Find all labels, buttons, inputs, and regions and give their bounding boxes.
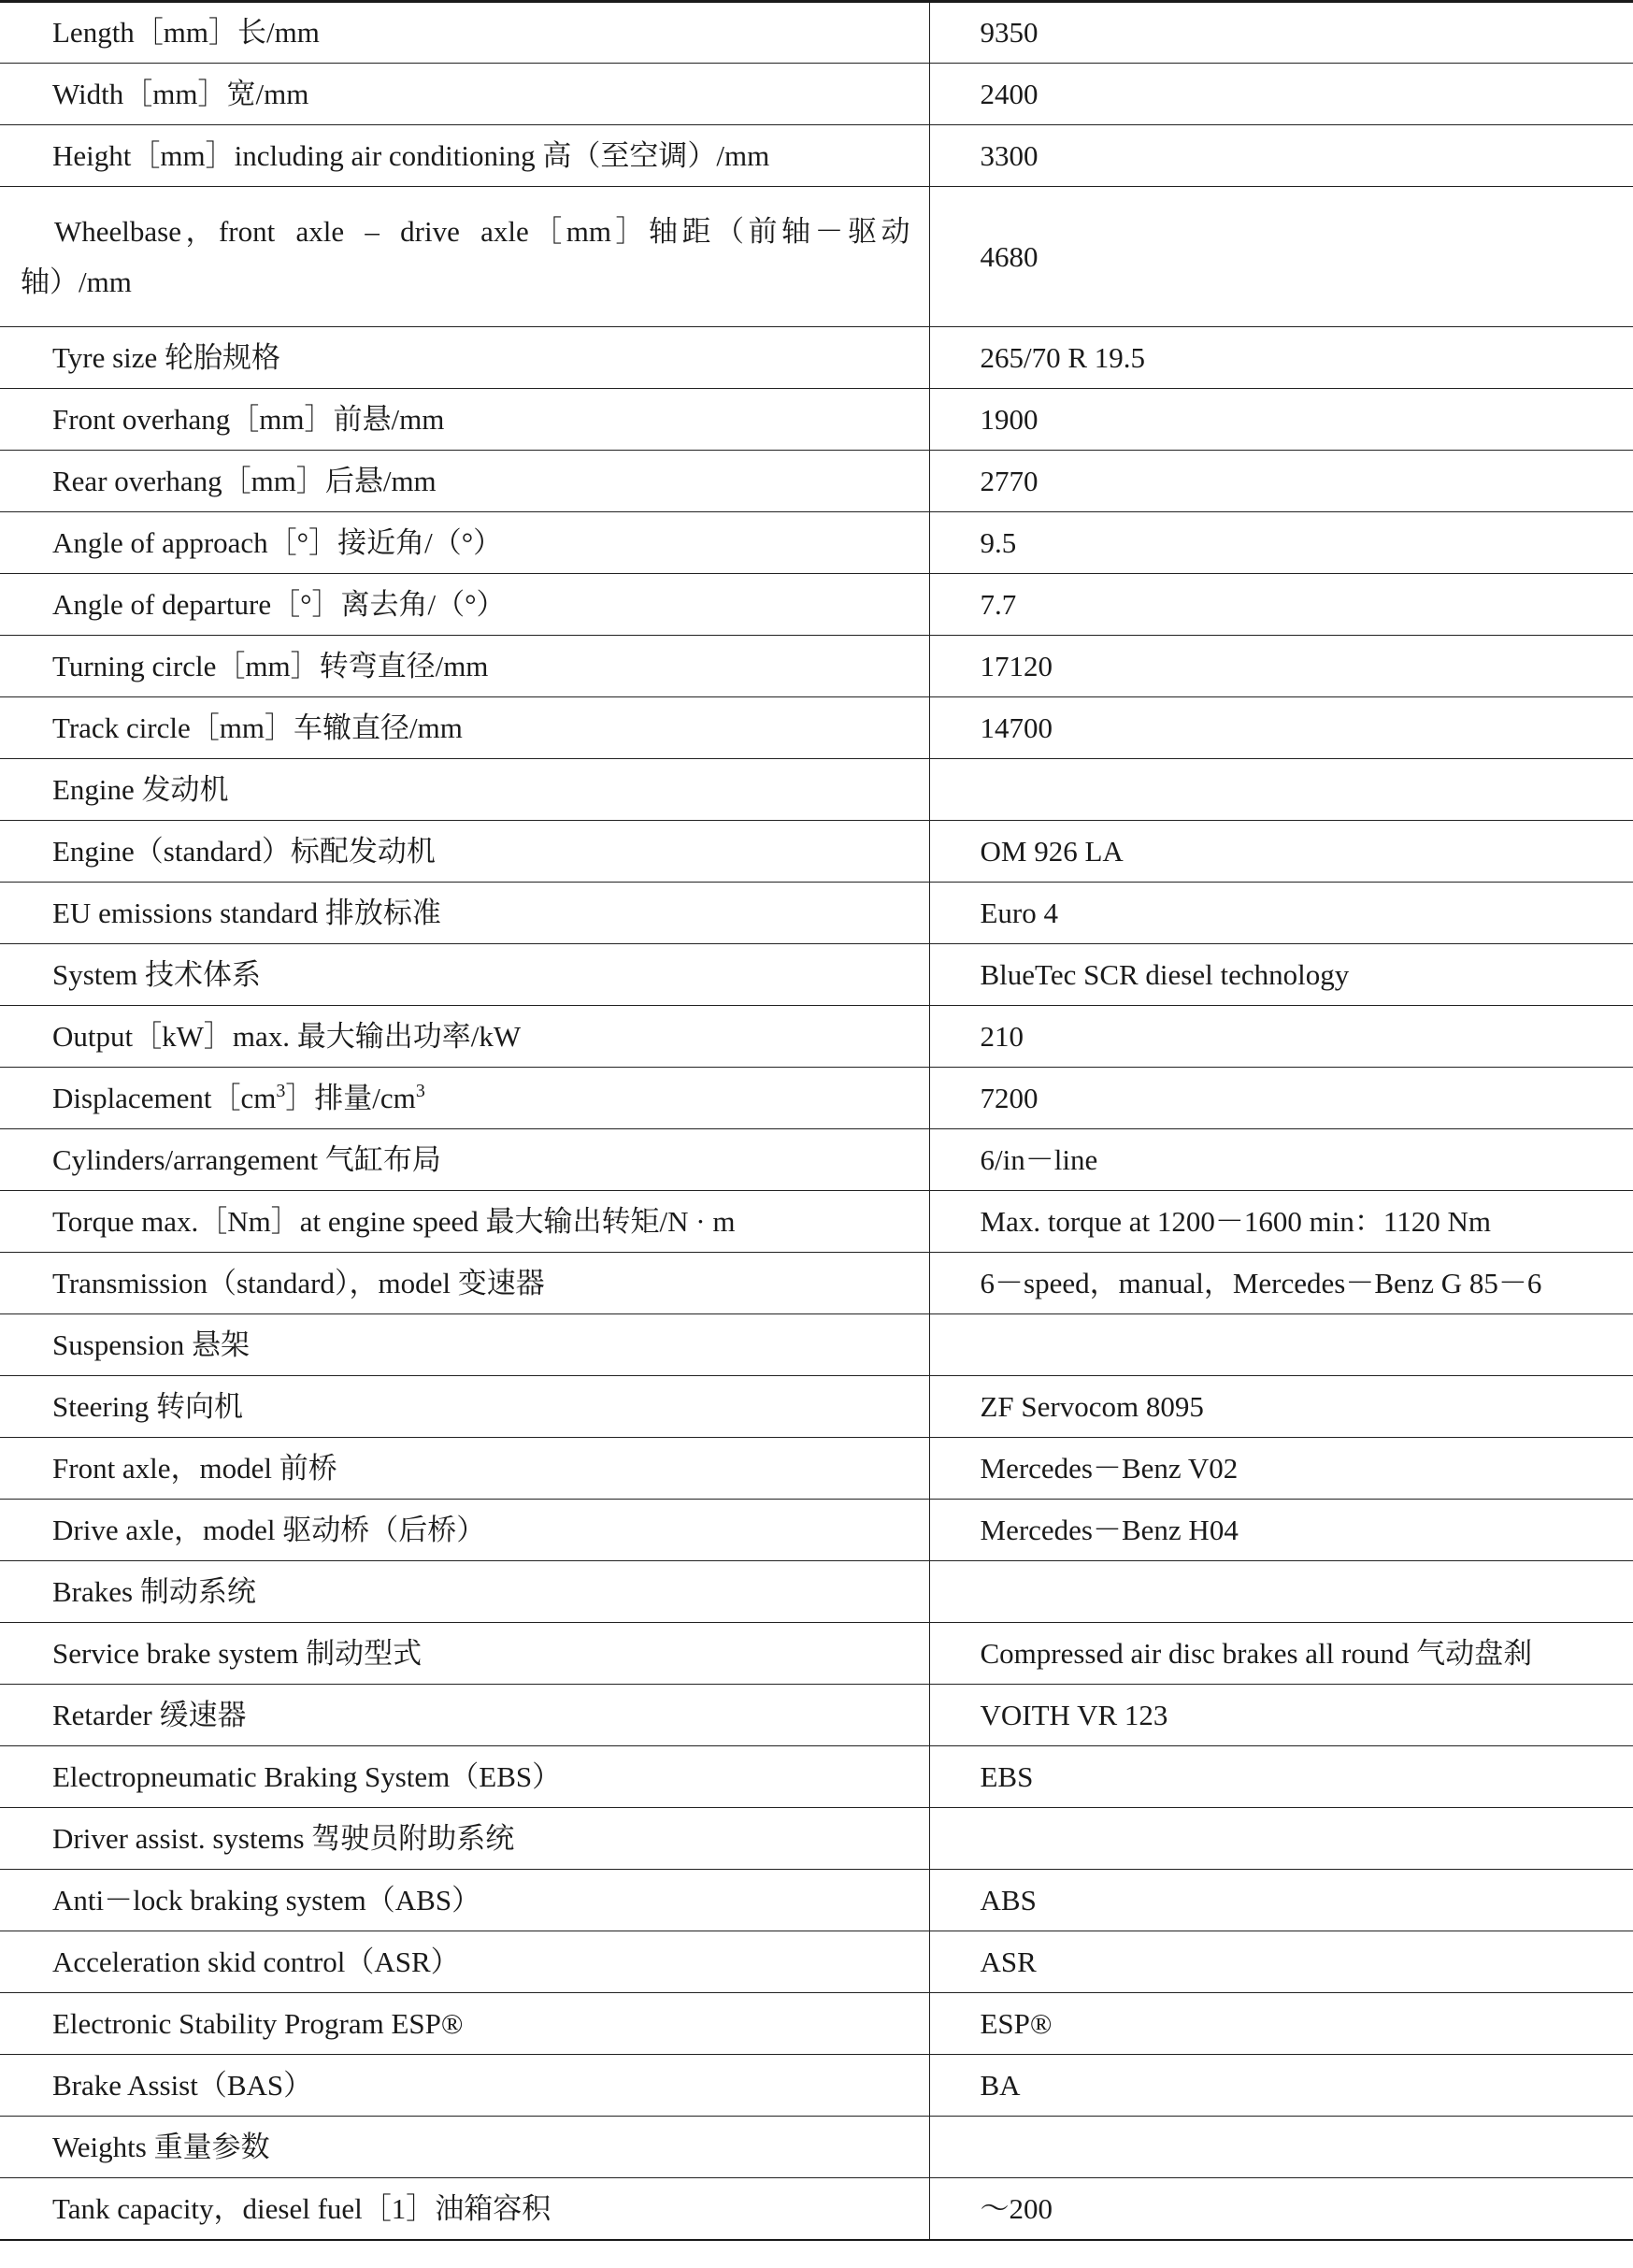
row-value: 14700 [929,697,1633,759]
row-value: 7.7 [929,574,1633,636]
section-heading: Driver assist. systems 驾驶员附助系统 [0,1808,929,1870]
row-value: ～200 [929,2178,1633,2240]
row-value [929,2117,1633,2178]
row-label: Service brake system 制动型式 [0,1623,929,1685]
row-value [929,1314,1633,1376]
row-label-part: Displacement［cm [52,1081,277,1114]
table-row [0,1376,1633,1438]
table-row [0,883,1633,944]
row-label: Height［mm］including air conditioning 高（至空调）/mm [0,125,929,187]
row-value [929,759,1633,821]
row-value: 3300 [929,125,1633,187]
superscript: 3 [276,1080,286,1101]
row-label: Front axle，model 前桥 [0,1438,929,1500]
table-row [0,1006,1633,1068]
row-label: Tank capacity，diesel fuel［1］油箱容积 [0,2178,929,2240]
table-row [0,1068,1633,1129]
row-value [929,1561,1633,1623]
row-label: Rear overhang［mm］后悬/mm [0,451,929,512]
row-value: 9.5 [929,512,1633,574]
row-value: ABS [929,1870,1633,1931]
table-row [0,821,1633,883]
row-label: System 技术体系 [0,944,929,1006]
row-value: 210 [929,1006,1633,1068]
section-row [0,2117,1633,2178]
row-value: 4680 [929,187,1633,327]
table-row [0,512,1633,574]
section-heading: Brakes 制动系统 [0,1561,929,1623]
table-row [0,1191,1633,1253]
row-value: 265/70 R 19.5 [929,327,1633,389]
row-value: EBS [929,1746,1633,1808]
row-label: Torque max.［Nm］at engine speed 最大输出转矩/N · m [0,1191,929,1253]
table-row [0,1870,1633,1931]
row-value: Mercedes－Benz V02 [929,1438,1633,1500]
row-label: Transmission（standard），model 变速器 [0,1253,929,1314]
row-value: BlueTec SCR diesel technology [929,944,1633,1006]
row-value: ZF Servocom 8095 [929,1376,1633,1438]
table-row [0,451,1633,512]
row-label: Brake Assist（BAS） [0,2055,929,2117]
table-row [0,636,1633,697]
row-label: Acceleration skid control（ASR） [0,1931,929,1993]
table-row [0,697,1633,759]
row-value [929,1808,1633,1870]
row-value: Compressed air disc brakes all round 气动盘刹 [929,1623,1633,1685]
section-row [0,759,1633,821]
row-value: ASR [929,1931,1633,1993]
table-row [0,187,1633,327]
section-heading: Engine 发动机 [0,759,929,821]
table-row [0,2,1633,64]
row-value: 9350 [929,2,1633,64]
row-label: Output［kW］max. 最大输出功率/kW [0,1006,929,1068]
row-label: Angle of approach［°］接近角/（°） [0,512,929,574]
row-label: Turning circle［mm］转弯直径/mm [0,636,929,697]
table-row [0,1438,1633,1500]
table-row [0,944,1633,1006]
table-row [0,64,1633,125]
row-label: Cylinders/arrangement 气缸布局 [0,1129,929,1191]
table-row [0,389,1633,451]
row-label: Retarder 缓速器 [0,1685,929,1746]
row-label: Angle of departure［°］离去角/（°） [0,574,929,636]
row-label: Length［mm］长/mm [0,2,929,64]
table-row [0,1685,1633,1746]
table-row [0,1253,1633,1314]
row-value: Mercedes－Benz H04 [929,1500,1633,1561]
row-label: EU emissions standard 排放标准 [0,883,929,944]
table-row [0,327,1633,389]
row-value: Euro 4 [929,883,1633,944]
row-label: Engine（standard）标配发动机 [0,821,929,883]
row-label: Wheelbase，front axle – drive axle［mm］轴距（前轴－驱动轴）/mm [0,187,929,327]
table-row [0,2055,1633,2117]
row-label: Anti－lock braking system（ABS） [0,1870,929,1931]
table-row [0,1931,1633,1993]
section-heading: Suspension 悬架 [0,1314,929,1376]
row-value: 7200 [929,1068,1633,1129]
row-value: 1900 [929,389,1633,451]
table-row [0,1129,1633,1191]
row-value: Max. torque at 1200－1600 min：1120 Nm [929,1191,1633,1253]
table-row [0,125,1633,187]
section-row [0,1808,1633,1870]
row-value: ESP® [929,1993,1633,2055]
row-value: VOITH VR 123 [929,1685,1633,1746]
row-value: 2400 [929,64,1633,125]
row-label: Track circle［mm］车辙直径/mm [0,697,929,759]
table-row [0,1500,1633,1561]
row-label: Drive axle，model 驱动桥（后桥） [0,1500,929,1561]
row-value: BA [929,2055,1633,2117]
row-label: Front overhang［mm］前悬/mm [0,389,929,451]
table-row [0,1993,1633,2055]
row-label: Steering 转向机 [0,1376,929,1438]
row-label: Electronic Stability Program ESP® [0,1993,929,2055]
row-value: 6/in－line [929,1129,1633,1191]
row-label: Tyre size 轮胎规格 [0,327,929,389]
row-label-part: ］排量/cm [285,1081,416,1114]
row-value: 6－speed，manual，Mercedes－Benz G 85－6 [929,1253,1633,1314]
section-row [0,1314,1633,1376]
superscript: 3 [415,1080,425,1101]
row-value: OM 926 LA [929,821,1633,883]
row-label: Width［mm］宽/mm [0,64,929,125]
table-row [0,574,1633,636]
table-row [0,2178,1633,2240]
row-value: 2770 [929,451,1633,512]
row-label [0,1068,929,1129]
table-row [0,1746,1633,1808]
row-value: 17120 [929,636,1633,697]
table-row [0,1623,1633,1685]
section-heading: Weights 重量参数 [0,2117,929,2178]
row-label: Electropneumatic Braking System（EBS） [0,1746,929,1808]
section-row [0,1561,1633,1623]
